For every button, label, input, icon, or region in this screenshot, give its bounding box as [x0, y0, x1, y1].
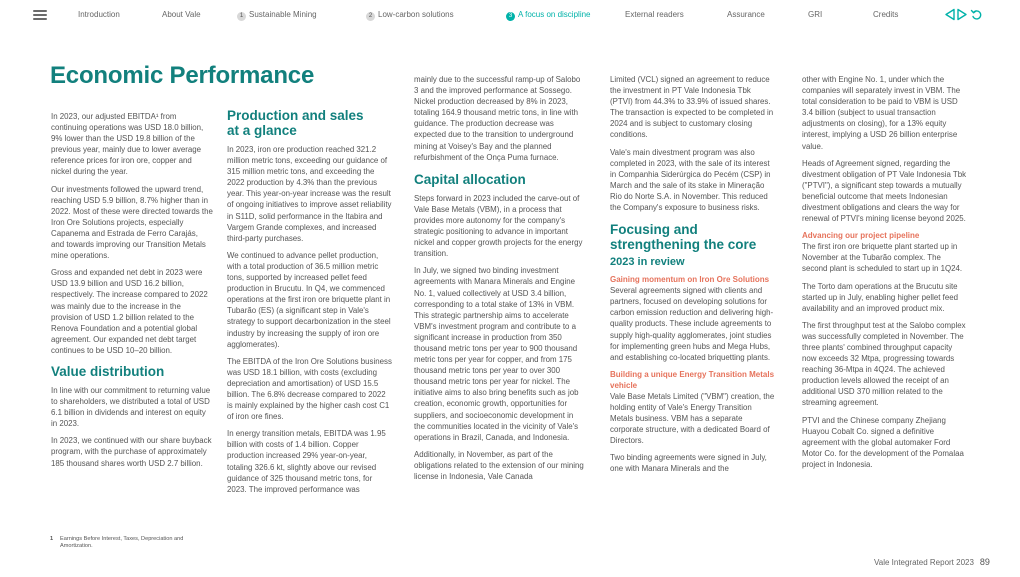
- footnote: [50, 536, 190, 550]
- footnote-number: 1: [50, 536, 54, 542]
- binding-agreements-paragraph: In July, we signed two binding investment agreements with Manara Minerals and Engine No. 1, valued collectively at USD 3.4 billion, corresponding to a total stake of 13% in VBM. This strategic partnership aims to accelerate VBM's investment program and contribute to a significant increase in production from 350 thousand metric tons per year to 900 thousand metric tons per year for copper, and from 175 thousand metric tons per year to over 300 thousand metric tons per year for nickel. The initiative aims to also bring benefits such as job creation, economic growth, opportunities for suppliers, and socioeconomic development in the communities located in the vicinity of Vale's operations in Brazil, Canada, and Indonesia.: [414, 266, 579, 442]
- buyback-paragraph: In 2023, we continued with our share buyback program, with the purchase of approximately 185 thousand shares worth USD 2.7 billion.: [51, 436, 212, 468]
- page-footer: [874, 557, 990, 567]
- footnote-text: Earnings Before Interest, Taxes, Depreciation and Amortization.: [60, 536, 184, 549]
- dividends-paragraph: In line with our commitment to returning value to shareholders, we distributed a total of USD 6.1 billion in dividends and interest on equity in 2023.: [51, 385, 211, 429]
- nav-assurance[interactable]: Assurance: [727, 10, 765, 19]
- column-3: [414, 74, 584, 482]
- nav-credits[interactable]: Credits: [873, 10, 899, 19]
- vbm-carve-out-paragraph: Steps forward in 2023 included the carve-out of Vale Base Metals (VBM), in a process that provides more autonomy for the company's strategic positioning to advance in important nickel and copper growth projects for the energy transition.: [414, 193, 583, 259]
- heads-of-agreement-paragraph: Heads of Agreement signed, regarding the divestment obligation of PT Vale Indonesia Tbk ("PTVI"), a significant step towards a mutually beneficial outcome that meets Indonesian divestment obligations and clears the way for renewal of PTVI's mining license beyond 2025.: [802, 158, 967, 224]
- ptvi-agreement-paragraph: Limited (VCL) signed an agreement to reduce the investment in PT Vale Indonesia Tbk (PTVI) from 44.3% to 33.9% of issued shares. The transaction is expected to be completed in 2024 and is subject to customary closing conditions.: [610, 75, 774, 140]
- salobo-throughput-paragraph: The first throughput test at the Salobo complex was successfully completed in November. The three plants' combined throughput capacity now exceeds 32 Mtpa, progressing towards reaching 36-Mtpa in 4Q24. The achieved production levels allowed the receipt of an additional USD 370 million related to the streaming agreement.: [802, 320, 966, 408]
- top-navigation: [0, 0, 1020, 30]
- divestment-paragraph: Vale's main divestment program was also completed in 2023, with the sale of its interest in Companhia Siderúrgica do Pecém (CSP) in March and the sale of its stake in Mineração Rio do Norte S.A. in November. This reduced the Company's exposure to business risks.: [610, 147, 771, 213]
- ebitda-paragraph: In 2023, our adjusted EBITDA¹ from continuing operations was USD 18.0 billion, 9% lower than the USD 19.8 billion of the previous year, mainly due to lower average reference prices for iron ore, copper and nickel during the year.: [51, 112, 204, 177]
- nav-sustainable-mining[interactable]: 1 Sustainable Mining: [237, 10, 317, 21]
- energy-transition-subheading: Building a unique Energy Transition Metals vehicle: [610, 369, 775, 390]
- page-title: Economic Performance: [50, 62, 315, 89]
- nav-introduction[interactable]: Introduction: [78, 10, 120, 19]
- client-agreements-paragraph: Several agreements signed with clients and partners, focused on developing solutions for carbon emission reduction and delivering high-quality products. These include agreements to supply high-quality agglomerates, joint studies for implementing green hubs and Mega Hubs, and establishing co-located briquetting plants.: [610, 286, 774, 362]
- next-page-icon[interactable]: [956, 8, 968, 21]
- capital-allocation-heading: Capital allocation: [414, 171, 526, 187]
- project-pipeline-subheading: Advancing our project pipeline: [802, 231, 920, 241]
- year-in-review-heading: 2023 in review: [610, 256, 685, 269]
- briquette-plant-paragraph: The first iron ore briquette plant started up in November at the Tubarão complex. The second plant is scheduled to start up in 1Q24.: [802, 242, 963, 274]
- production-sales-heading: Production and sales at a glance: [227, 108, 364, 138]
- column-1: [51, 111, 213, 469]
- pomalaa-project-paragraph: PTVI and the Chinese company Zhejiang Huayou Cobalt Co. signed a definitive agreement with the global automaker Ford Motor Co. for the development of the Pomalaa project in Indonesia.: [802, 415, 964, 469]
- investments-paragraph: Our investments followed the upward trend, reaching USD 5.9 billion, 8.7% higher than in 2022. Most of these were directed towards the Iron Ore Solutions projects, especially Capanema and Estrada de Ferro Carajás, and towards improving our Transition Metals mine operations.: [51, 184, 213, 261]
- prev-page-icon[interactable]: [944, 8, 956, 21]
- focusing-core-heading: Focusing and strengthening the core: [610, 222, 757, 253]
- indonesia-obligations-paragraph: Additionally, in November, as part of the obligations related to the extension of our mining license in Indonesia, Vale Canada: [414, 449, 584, 481]
- nav-focus-on-discipline[interactable]: 3 A focus on discipline: [506, 10, 591, 21]
- section-number-badge: 3: [506, 12, 515, 21]
- column-2: [227, 108, 392, 495]
- column-4: [610, 74, 775, 474]
- engine-no1-paragraph: other with Engine No. 1, under which the companies will separately invest in VBM. The total consideration to be paid to VBM is USD 3.4 billion (subject to usual transaction adjustments on closing), for a 13% equity interest, implying a USD 26 billion enterprise value.: [802, 75, 961, 151]
- menu-icon[interactable]: [33, 10, 47, 20]
- energy-transition-metals-paragraph: In energy transition metals, EBITDA was 1.95 billion with costs of 1.4 billion. Copper production increased 29% year-on-year, totaling 326.6 kt, slightly above our revised guidance of 325 thousand metric tons, for 2023. The improved performance was: [227, 429, 386, 494]
- nav-low-carbon-solutions[interactable]: 2 Low-carbon solutions: [366, 10, 454, 21]
- vbm-creation-paragraph: Vale Base Metals Limited ("VBM") creation, the holding entity of Vale's Energy Transition Metals business. VBM has a separate corporate structure, with a dedicated Board of Directors.: [610, 391, 775, 446]
- value-distribution-heading: Value distribution: [51, 363, 165, 379]
- debt-paragraph: Gross and expanded net debt in 2023 were USD 13.9 billion and USD 16.2 billion, respectively. The increase compared to 2022 was mainly due to the increase in the provision of USD 1.2 billion related to the Renova Foundation and a potential global agreement. Our expanded net debt target continues to be USD 10–20 billion.: [51, 268, 208, 355]
- section-number-badge: 2: [366, 12, 375, 21]
- page-number: 89: [979, 557, 990, 567]
- nav-gri[interactable]: GRI: [808, 10, 823, 19]
- iron-ore-ebitda-paragraph: The EBITDA of the Iron Ore Solutions business was USD 18.1 billion, with costs (excluding depreciation and amortisation) of USD 15.5 billion. The 6.8% decrease compared to 2022 is mainly explained by the higher cash cost C1 of iron ore fines.: [227, 356, 392, 422]
- column-5: [802, 74, 967, 470]
- nav-about-vale[interactable]: About Vale: [162, 10, 201, 19]
- torto-dam-paragraph: The Torto dam operations at the Brucutu site started up in July, enabling higher pellet feed availability and an improved product mix.: [802, 281, 959, 313]
- report-name: Vale Integrated Report 2023: [874, 558, 974, 567]
- back-icon[interactable]: [970, 8, 983, 21]
- nav-external-readers[interactable]: External readers: [625, 10, 684, 19]
- iron-ore-production-paragraph: In 2023, iron ore production reached 321.2 million metric tons, exceeding our guidance of 315 million metric tons, and exceeding the 2022 production by 4.3% than the previous year. This year-on-year increase was the result of ongoing initiatives to improve asset reliability in S11D, solid performance in the Itabira and Vargem Grande complexes, and increased third-party purchases.: [227, 145, 392, 243]
- pellet-production-paragraph: We continued to advance pellet production, with a total production of 36.5 million metric tons, supported by increased pellet feed production in Brucutu. In Q4, we commenced operations at the first iron ore briquette plant in Tubarão (ES) (a significant step in Vale's strategy to support decarbonization in the steel industry by increasing the supply of iron ore agglomerates).: [227, 250, 391, 349]
- iron-ore-solutions-subheading: Gaining momentum on Iron Ore Solutions: [610, 275, 770, 285]
- nickel-production-paragraph: mainly due to the successful ramp-up of Salobo 3 and the improved performance at Sossego. Nickel production decreased by 8% in 2023, totaling 164.9 thousand metric tons, in line with guidance. The production decrease was expected due to the transition to underground mining at Voisey's Bay and the planned refurbishment of the Onça Puma furnace.: [414, 75, 581, 162]
- section-number-badge: 1: [237, 12, 246, 21]
- manara-agreement-paragraph: Two binding agreements were signed in July, one with Manara Minerals and the: [610, 453, 767, 474]
